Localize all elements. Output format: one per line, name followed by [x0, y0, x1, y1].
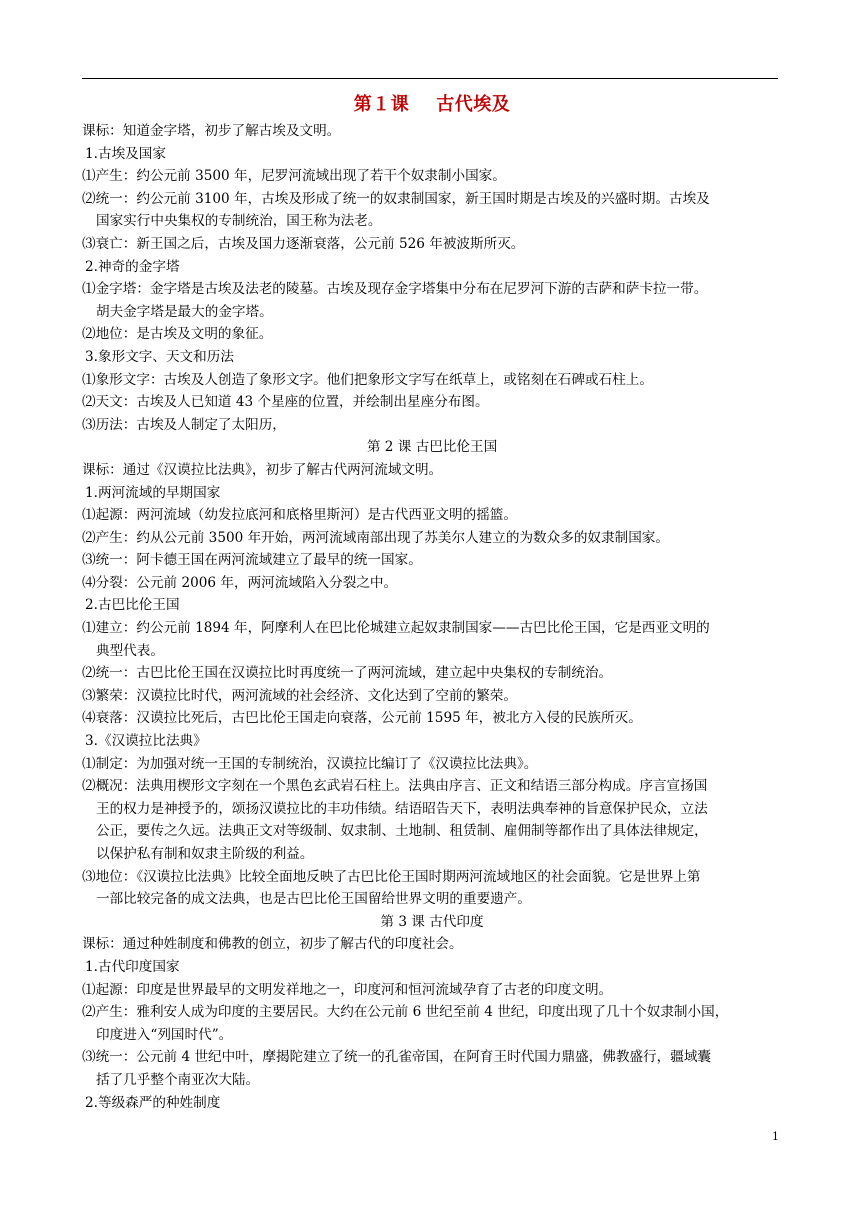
list-item: ⑵产生：雅利安人成为印度的主要居民。大约在公元前 6 世纪至前 4 世纪，印度出现了几十个奴隶制小国， — [82, 1004, 729, 1021]
list-item: ⑶繁荣：汉谟拉比时代，两河流域的社会经济、文化达到了空前的繁荣。 — [82, 687, 517, 704]
list-item: ⑵产生：约从公元前 3500 年开始，两河流域南部出现了苏美尔人建立的为数众多的奴隶制国家。 — [82, 529, 669, 546]
section-heading: 2.等级森严的种姓制度 — [85, 1094, 221, 1111]
section-heading: 2.神奇的金字塔 — [85, 258, 180, 275]
curriculum-standard: 课标：通过种姓制度和佛教的创立，初步了解古代的印度社会。 — [82, 936, 463, 953]
list-item: ⑷分裂：公元前 2006 年，两河流域陷入分裂之中。 — [82, 574, 398, 591]
list-item: ⑵天文：古埃及人已知道 43 个星座的位置，并绘制出星座分布图。 — [82, 394, 489, 411]
list-item-continuation: 括了几乎整个南亚次大陆。 — [96, 1071, 260, 1088]
list-item: ⑶统一：公元前 4 世纪中叶，摩揭陀建立了统一的孔雀帝国，在阿育王时代国力鼎盛，佛教盛行，疆域囊 — [82, 1049, 712, 1066]
list-item: ⑴金字塔：金字塔是古埃及法老的陵墓。古埃及现存金字塔集中分布在尼罗河下游的吉萨和萨卡拉一带。 — [82, 281, 708, 298]
list-item-continuation: 一部比较完备的成文法典，也是古巴比伦王国留给世界文明的重要遗产。 — [96, 891, 531, 908]
section-heading: 1.两河流域的早期国家 — [85, 484, 221, 501]
list-item-continuation: 典型代表。 — [96, 642, 164, 659]
list-item: ⑴建立：约公元前 1894 年，阿摩利人在巴比伦城建立起奴隶制国家——古巴比伦王国，它是西亚文明的 — [82, 620, 710, 637]
list-item: ⑵统一：约公元前 3100 年，古埃及形成了统一的奴隶制国家，新王国时期是古埃及的兴盛时期。古埃及 — [82, 190, 710, 207]
list-item-continuation: 王的权力是神授予的，颂扬汉谟拉比的丰功伟绩。结语昭告天下，表明法典奉神的旨意保护民众，立法 — [96, 800, 708, 817]
page-number: 1 — [772, 1130, 779, 1143]
list-item: ⑴起源：印度是世界最早的文明发祥地之一，印度河和恒河流域孕育了古老的印度文明。 — [82, 981, 613, 998]
list-item-continuation: 以保护私有制和奴隶主阶级的利益。 — [96, 846, 314, 862]
curriculum-standard: 课标：通过《汉谟拉比法典》，初步了解古代两河流域文明。 — [82, 461, 443, 478]
section-heading: 1.古埃及国家 — [85, 145, 166, 162]
list-item-continuation: 公正，要传之久远。法典正文对等级制、奴隶制、土地制、租赁制、雇佣制等都作出了具体法律规定， — [96, 823, 708, 840]
list-item: ⑶历法：古埃及人制定了太阳历， — [82, 416, 286, 433]
section-heading: 3.象形文字、天文和历法 — [85, 348, 234, 365]
list-item: ⑴起源：两河流域（幼发拉底河和底格里斯河）是古代西亚文明的摇篮。 — [82, 507, 517, 524]
list-item: ⑶地位：《汉谟拉比法典》比较全面地反映了古巴比伦王国时期两河流域地区的社会面貌。它是世界上第 — [82, 868, 701, 885]
list-item: ⑶衰亡：新王国之后，古埃及国力逐渐衰落，公元前 526 年被波斯所灭。 — [82, 235, 525, 252]
list-item: ⑴制定：为加强对统一王国的专制统治，汉谟拉比编订了《汉谟拉比法典》。 — [82, 755, 538, 772]
section-heading: 2.古巴比伦王国 — [85, 597, 180, 614]
list-item: ⑵地位：是古埃及文明的象征。 — [82, 326, 273, 343]
list-item: ⑴产生：约公元前 3500 年，尼罗河流域出现了若干个奴隶制小国家。 — [82, 168, 506, 185]
curriculum-standard: 课标：知道金字塔，初步了解古埃及文明。 — [82, 123, 341, 139]
section-heading: 1.古代印度国家 — [85, 958, 180, 975]
lesson-title: 第１课 古代埃及 — [353, 94, 511, 115]
list-item-continuation: 胡夫金字塔是最大的金字塔。 — [96, 303, 273, 320]
list-item: ⑵统一：古巴比伦王国在汉谟拉比时再度统一了两河流域，建立起中央集权的专制统治。 — [82, 665, 613, 682]
list-item: ⑵概况：法典用楔形文字刻在一个黑色玄武岩石柱上。法典由序言、正文和结语三部分构成。序言宣扬国 — [82, 778, 708, 795]
list-item: ⑶统一：阿卡德王国在两河流域建立了最早的统一国家。 — [82, 552, 422, 569]
header-rule — [82, 78, 778, 79]
list-item-continuation: 国家实行中央集权的专制统治，国王称为法老。 — [96, 213, 382, 230]
lesson-title: 第 3 课 古代印度 — [380, 913, 484, 930]
list-item: ⑷衰落：汉谟拉比死后，古巴比伦王国走向衰落，公元前 1595 年，被北方入侵的民族所灭。 — [82, 710, 642, 727]
document-body — [82, 90, 782, 1114]
section-heading: 3.《汉谟拉比法典》 — [85, 733, 207, 750]
list-item: ⑴象形文字：古埃及人创造了象形文字。他们把象形文字写在纸草上，或铭刻在石碑或石柱上。 — [82, 371, 653, 388]
lesson-title: 第 2 课 古巴比伦王国 — [366, 439, 498, 456]
list-item-continuation: 印度进入“列国时代”。 — [96, 1026, 233, 1043]
